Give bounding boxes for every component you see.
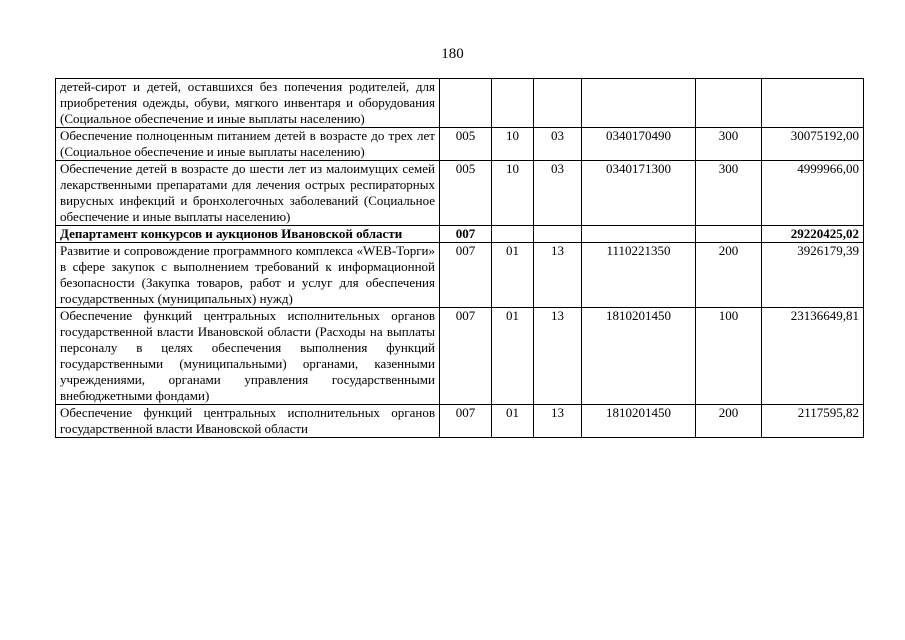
subsection-code [534,79,582,128]
table-row [56,405,864,438]
row-name: Обеспечение детей в возрасте до шести лет из малоимущих семей лекарственными препаратами для лечения острых респираторных вирусных инфекций и бронхолегочных заболеваний (Социальное обеспечение и иные выплаты населению) [56,161,440,226]
subsection-code [534,226,582,243]
subsection-code: 03 [534,161,582,226]
row-name: Обеспечение полноценным питанием детей в возрасте до трех лет (Социальное обеспечение и иные выплаты населению) [56,128,440,161]
expense-type-code: 100 [696,308,762,405]
expense-type-code: 200 [696,243,762,308]
subsection-code: 03 [534,128,582,161]
amount-value: 30075192,00 [762,128,864,161]
section-code: 10 [492,128,534,161]
expense-type-code [696,226,762,243]
row-name: Развитие и сопровождение программного комплекса «WEB-Торги» в сфере закупок с выполнением требований к информационной безопасности (Закупка товаров, работ и услуг для обеспечения государственных (муниципальных) нужд) [56,243,440,308]
row-name: Обеспечение функций центральных исполнительных органов государственной власти Ивановской области (Расходы на выплаты персоналу в целях обеспечения выполнения функций государственными (муниципальными) органами, казенными учреждениями, органами управления государственными внебюджетными фондами) [56,308,440,405]
amount-value: 2117595,82 [762,405,864,438]
amount-value: 23136649,81 [762,308,864,405]
target-article-code: 1810201450 [582,308,696,405]
section-code: 01 [492,243,534,308]
target-article-code: 1810201450 [582,405,696,438]
row-name: Департамент конкурсов и аукционов Ивановской области [56,226,440,243]
table-row [56,308,864,405]
subsection-code: 13 [534,308,582,405]
table-row [56,161,864,226]
section-code [492,79,534,128]
ministry-code: 007 [440,405,492,438]
row-name: Обеспечение функций центральных исполнительных органов государственной власти Ивановской области [56,405,440,438]
target-article-code [582,79,696,128]
ministry-code [440,79,492,128]
expense-type-code: 300 [696,161,762,226]
subsection-code: 13 [534,405,582,438]
ministry-code: 007 [440,226,492,243]
section-code: 01 [492,308,534,405]
expense-type-code: 300 [696,128,762,161]
table-row [56,226,864,243]
target-article-code [582,226,696,243]
amount-value [762,79,864,128]
ministry-code: 007 [440,308,492,405]
section-code [492,226,534,243]
expense-type-code: 200 [696,405,762,438]
ministry-code: 005 [440,161,492,226]
section-code: 10 [492,161,534,226]
table-row [56,243,864,308]
amount-value: 3926179,39 [762,243,864,308]
table-row [56,79,864,128]
target-article-code: 1110221350 [582,243,696,308]
target-article-code: 0340170490 [582,128,696,161]
budget-table [55,78,864,438]
expense-type-code [696,79,762,128]
target-article-code: 0340171300 [582,161,696,226]
amount-value: 4999966,00 [762,161,864,226]
amount-value: 29220425,02 [762,226,864,243]
subsection-code: 13 [534,243,582,308]
section-code: 01 [492,405,534,438]
ministry-code: 007 [440,243,492,308]
page-number: 180 [441,46,464,62]
table-row [56,128,864,161]
row-name: детей-сирот и детей, оставшихся без попечения родителей, для приобретения одежды, обуви, мягкого инвентаря и оборудования (Социальное обеспечение и иные выплаты населению) [56,79,440,128]
ministry-code: 005 [440,128,492,161]
